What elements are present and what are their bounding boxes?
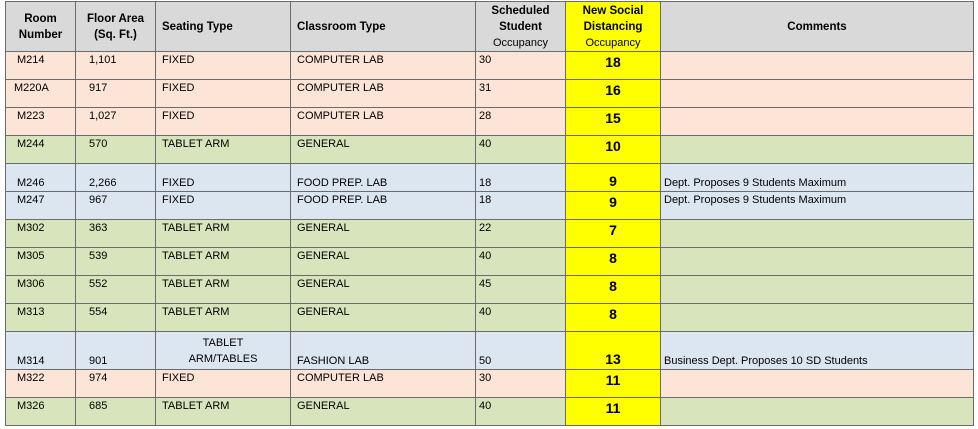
cell-seating[interactable]: TABLET ARM [156,398,291,426]
cell-classroom-type[interactable]: COMPUTER LAB [291,80,476,108]
cell-area[interactable]: 685 [76,398,156,426]
cell-area[interactable]: 363 [76,220,156,248]
cell-comment[interactable] [661,370,974,398]
cell-area[interactable]: 554 [76,304,156,332]
table-row [6,80,974,108]
header-seating-type[interactable]: Seating Type [156,2,291,52]
cell-scheduled-occupancy[interactable]: 30 [476,370,566,398]
cell-comment[interactable] [661,220,974,248]
cell-comment[interactable]: Business Dept. Proposes 10 SD Students [661,332,974,370]
cell-new-occupancy[interactable]: 8 [566,304,661,332]
cell-room[interactable]: M214 [6,52,76,80]
cell-seating[interactable]: FIXED [156,108,291,136]
cell-room[interactable]: M305 [6,248,76,276]
cell-classroom-type[interactable]: GENERAL [291,304,476,332]
cell-new-occupancy[interactable]: 8 [566,276,661,304]
cell-scheduled-occupancy[interactable]: 40 [476,398,566,426]
table-row [6,332,974,370]
cell-scheduled-occupancy[interactable]: 22 [476,220,566,248]
cell-classroom-type[interactable]: GENERAL [291,136,476,164]
cell-classroom-type[interactable]: COMPUTER LAB [291,52,476,80]
cell-seating[interactable]: FIXED [156,370,291,398]
header-classroom-type[interactable]: Classroom Type [291,2,476,52]
cell-area[interactable]: 552 [76,276,156,304]
cell-new-occupancy[interactable]: 15 [566,108,661,136]
cell-room[interactable]: M223 [6,108,76,136]
cell-room[interactable]: M220A [6,80,76,108]
cell-classroom-type[interactable]: FOOD PREP. LAB [291,164,476,192]
room-occupancy-table [5,1,974,426]
cell-new-occupancy[interactable]: 13 [566,332,661,370]
cell-area[interactable]: 1,101 [76,52,156,80]
cell-room[interactable]: M322 [6,370,76,398]
table-row [6,304,974,332]
cell-room[interactable]: M247 [6,192,76,220]
cell-scheduled-occupancy[interactable]: 40 [476,136,566,164]
cell-scheduled-occupancy[interactable]: 40 [476,304,566,332]
header-floor-area[interactable]: Floor Area (Sq. Ft.) [76,2,156,52]
cell-area[interactable]: 974 [76,370,156,398]
cell-seating[interactable]: TABLET ARM [156,136,291,164]
cell-area[interactable]: 539 [76,248,156,276]
cell-area[interactable]: 917 [76,80,156,108]
table-row [6,52,974,80]
table-row [6,370,974,398]
header-room-number[interactable]: Room Number [6,2,76,52]
table-row [6,220,974,248]
cell-comment[interactable]: Dept. Proposes 9 Students Maximum [661,164,974,192]
cell-classroom-type[interactable]: FASHION LAB [291,332,476,370]
table-row [6,108,974,136]
cell-new-occupancy[interactable]: 9 [566,164,661,192]
cell-new-occupancy[interactable]: 11 [566,398,661,426]
cell-seating[interactable]: FIXED [156,80,291,108]
cell-scheduled-occupancy[interactable]: 40 [476,248,566,276]
cell-comment[interactable] [661,276,974,304]
cell-comment[interactable] [661,304,974,332]
cell-scheduled-occupancy[interactable]: 30 [476,52,566,80]
cell-classroom-type[interactable]: GENERAL [291,276,476,304]
cell-classroom-type[interactable]: COMPUTER LAB [291,108,476,136]
cell-comment[interactable] [661,398,974,426]
cell-new-occupancy[interactable]: 11 [566,370,661,398]
table-row [6,398,974,426]
table-row [6,136,974,164]
cell-seating[interactable]: TABLET ARM [156,248,291,276]
header-row [6,2,974,52]
cell-classroom-type[interactable]: GENERAL [291,248,476,276]
header-comments[interactable]: Comments [661,2,974,52]
cell-seating[interactable]: TABLET ARM [156,276,291,304]
cell-area[interactable]: 901 [76,332,156,370]
header-scheduled-occupancy[interactable]: Scheduled Student Occupancy [476,2,566,52]
cell-seating[interactable]: TABLET ARM [156,220,291,248]
cell-seating[interactable]: TABLET ARM/TABLES [156,332,291,370]
cell-comment[interactable]: Dept. Proposes 9 Students Maximum [661,192,974,220]
cell-comment[interactable] [661,52,974,80]
cell-area[interactable]: 967 [76,192,156,220]
cell-room[interactable]: M314 [6,332,76,370]
cell-area[interactable]: 570 [76,136,156,164]
cell-new-occupancy[interactable]: 8 [566,248,661,276]
cell-comment[interactable] [661,136,974,164]
table-row [6,276,974,304]
cell-scheduled-occupancy[interactable]: 18 [476,192,566,220]
cell-room[interactable]: M246 [6,164,76,192]
cell-classroom-type[interactable]: GENERAL [291,398,476,426]
cell-room[interactable]: M313 [6,304,76,332]
cell-room[interactable]: M302 [6,220,76,248]
cell-classroom-type[interactable]: GENERAL [291,220,476,248]
cell-seating[interactable]: FIXED [156,52,291,80]
cell-room[interactable]: M244 [6,136,76,164]
cell-new-occupancy[interactable]: 10 [566,136,661,164]
cell-scheduled-occupancy[interactable]: 50 [476,332,566,370]
cell-room[interactable]: M306 [6,276,76,304]
cell-seating[interactable]: FIXED [156,164,291,192]
cell-classroom-type[interactable]: COMPUTER LAB [291,370,476,398]
table-row [6,164,974,192]
cell-new-occupancy[interactable]: 18 [566,52,661,80]
cell-area[interactable]: 2,266 [76,164,156,192]
cell-comment[interactable] [661,108,974,136]
cell-comment[interactable] [661,80,974,108]
cell-new-occupancy[interactable]: 16 [566,80,661,108]
cell-new-occupancy[interactable]: 7 [566,220,661,248]
cell-scheduled-occupancy[interactable]: 31 [476,80,566,108]
cell-new-occupancy[interactable]: 9 [566,192,661,220]
cell-comment[interactable] [661,248,974,276]
cell-scheduled-occupancy[interactable]: 45 [476,276,566,304]
cell-seating[interactable]: FIXED [156,192,291,220]
cell-classroom-type[interactable]: FOOD PREP. LAB [291,192,476,220]
header-new-occupancy[interactable]: New Social Distancing Occupancy [566,2,661,52]
cell-scheduled-occupancy[interactable]: 18 [476,164,566,192]
table-row [6,248,974,276]
cell-room[interactable]: M326 [6,398,76,426]
cell-seating[interactable]: TABLET ARM [156,304,291,332]
cell-area[interactable]: 1,027 [76,108,156,136]
table-row [6,192,974,220]
cell-scheduled-occupancy[interactable]: 28 [476,108,566,136]
